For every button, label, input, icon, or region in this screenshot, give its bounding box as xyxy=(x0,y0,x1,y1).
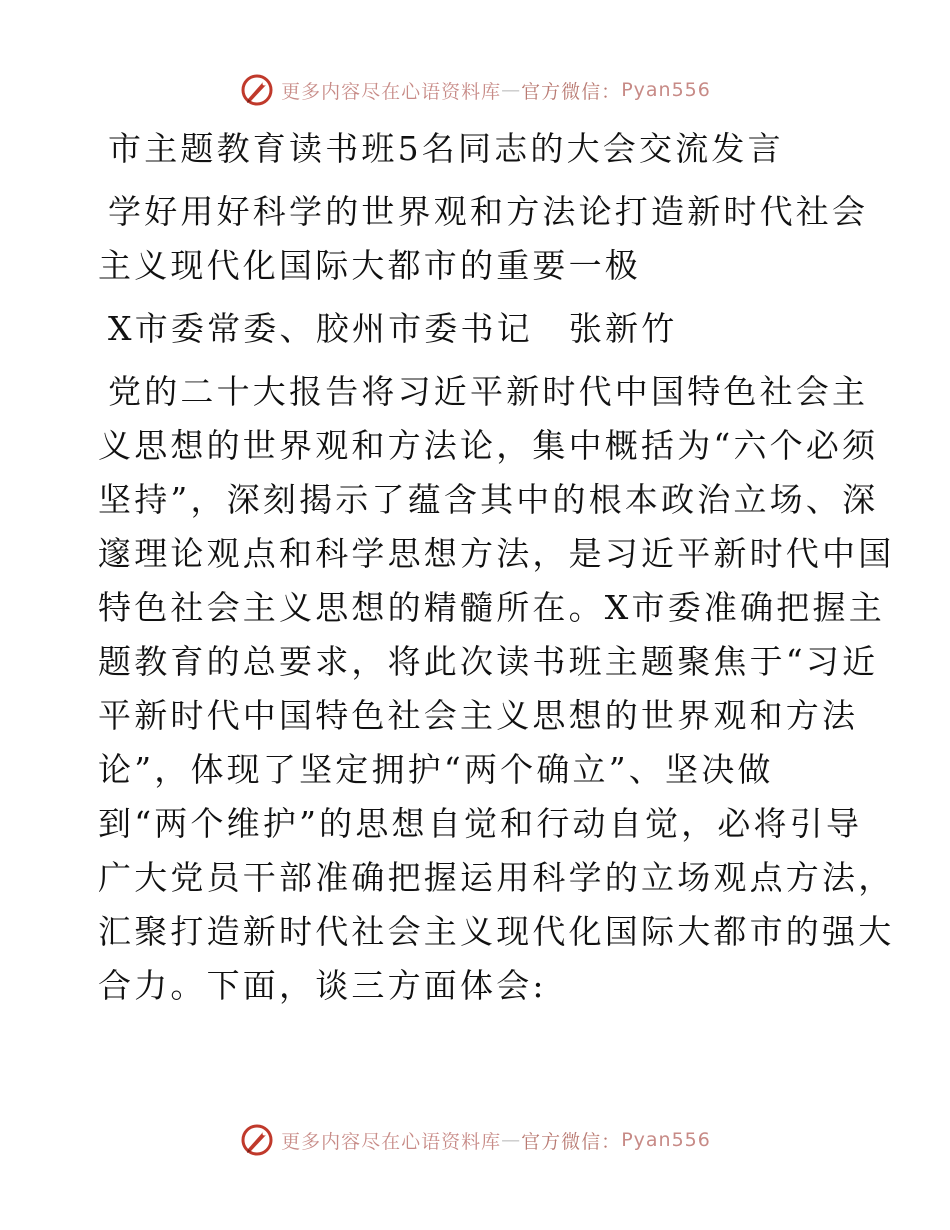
paragraph-line: 汇聚打造新时代社会主义现代化国际大都市的强大 xyxy=(98,912,895,951)
watermark-wechat-label: 官方微信： xyxy=(521,80,622,103)
pen-logo-icon xyxy=(239,72,275,108)
watermark-site-text: 更多内容尽在心语资料库 xyxy=(281,1130,502,1153)
author-name: 张新竹 xyxy=(568,309,678,348)
paragraph-line: 平新时代中国特色社会主义思想的世界观和方法 xyxy=(98,696,859,735)
watermark-dash: — xyxy=(501,79,522,101)
header-watermark xyxy=(0,70,950,110)
paragraph-line: 合力。下面，谈三方面体会: xyxy=(98,966,547,1005)
watermark-dash: — xyxy=(501,1129,522,1151)
watermark-wechat-id: Pyan556 xyxy=(621,79,711,101)
paragraph-line: 邃理论观点和科学思想方法，是习近平新时代中国 xyxy=(98,534,895,573)
author-title: X市委常委、胶州市委书记 xyxy=(108,309,533,348)
paragraph-line: 党的二十大报告将习近平新时代中国特色社会主 xyxy=(108,372,869,411)
paragraph-line: 义思想的世界观和方法论，集中概括为“六个必须 xyxy=(98,426,879,465)
paragraph-line: 特色社会主义思想的精髓所在。X市委准确把握主 xyxy=(98,588,885,627)
subtitle-line: 主义现代化国际大都市的重要一极 xyxy=(98,246,641,285)
paragraph-line: 论”，体现了坚定拥护“两个确立”、坚决做 xyxy=(98,750,774,789)
paragraph-line: 题教育的总要求，将此次读书班主题聚焦于“习近 xyxy=(98,642,879,681)
watermark-wechat-id: Pyan556 xyxy=(621,1129,711,1151)
document-heading: 市主题教育读书班5名同志的大会交流发言 xyxy=(108,129,784,168)
paragraph-line: 坚持”，深刻揭示了蕴含其中的根本政治立场、深 xyxy=(98,480,879,519)
watermark-site-text: 更多内容尽在心语资料库 xyxy=(281,80,502,103)
watermark-wechat-label: 官方微信： xyxy=(521,1130,622,1153)
paragraph-line: 广大党员干部准确把握运用科学的立场观点方法， xyxy=(98,858,895,897)
footer-watermark xyxy=(0,1120,950,1160)
subtitle-line: 学好用好科学的世界观和方法论打造新时代社会 xyxy=(108,192,869,231)
pen-logo-icon xyxy=(239,1122,275,1158)
document-body xyxy=(98,122,895,1013)
paragraph-line: 到“两个维护”的思想自觉和行动自觉，必将引导 xyxy=(98,804,863,843)
author-line xyxy=(98,302,858,356)
